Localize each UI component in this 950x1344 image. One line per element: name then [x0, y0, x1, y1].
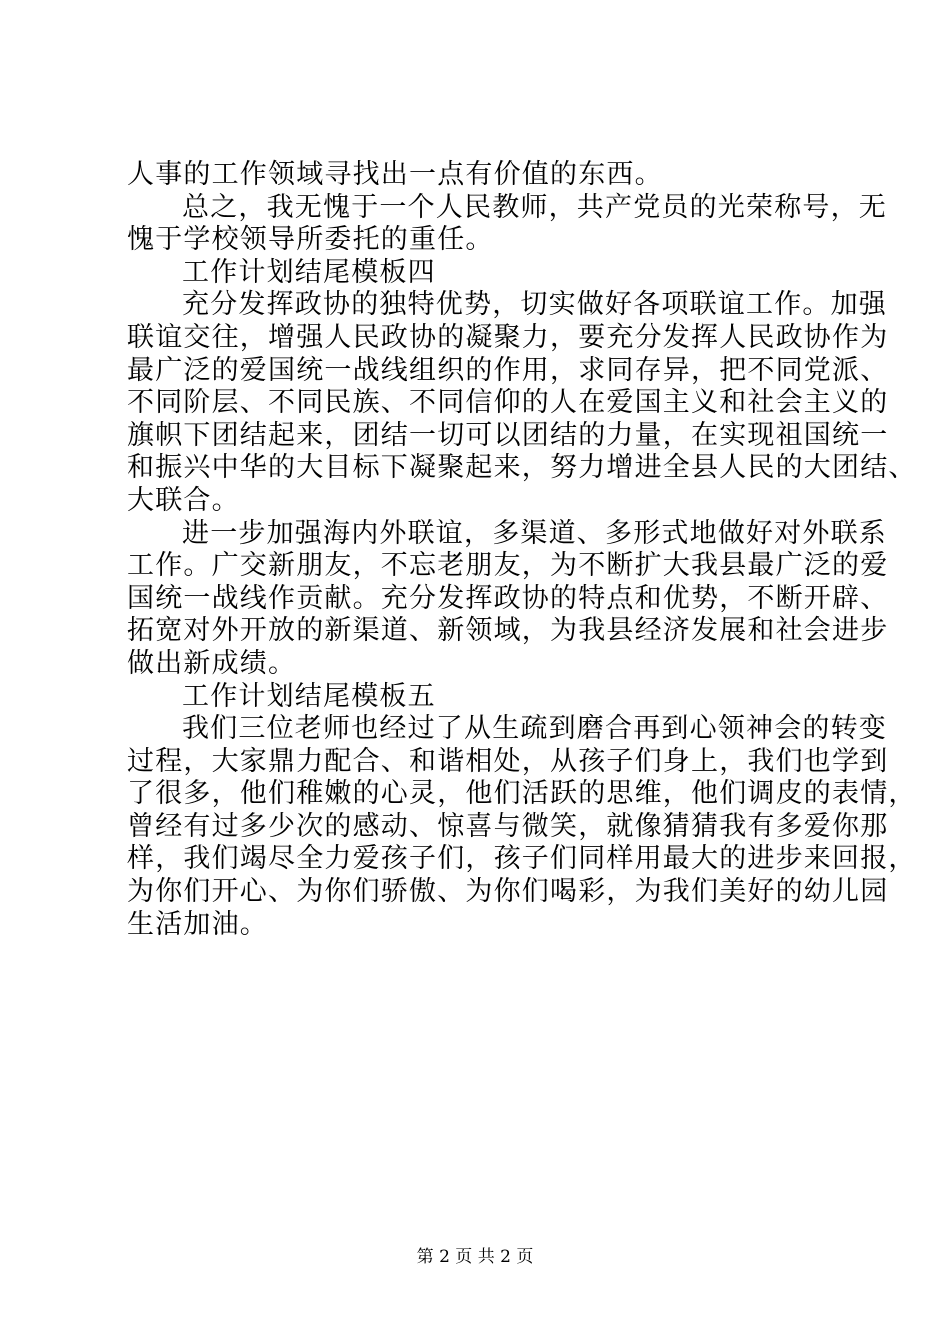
text-line: 生活加油。 — [127, 908, 268, 940]
text-line: 愧于学校领导所委托的重任。 — [127, 224, 494, 256]
text-line: 拓宽对外开放的新渠道、新领域，为我县经济发展和社会进步 — [127, 615, 889, 647]
text-line: 总之，我无愧于一个人民教师，共产党员的光荣称号，无 — [182, 191, 887, 223]
text-line: 大联合。 — [127, 484, 240, 516]
text-line: 做出新成绩。 — [127, 647, 297, 679]
text-line: 过程，大家鼎力配合、和谐相处，从孩子们身上，我们也学到 — [127, 745, 889, 777]
text-line: 进一步加强海内外联谊，多渠道、多形式地做好对外联系 — [182, 517, 887, 549]
text-line: 曾经有过多少次的感动、惊喜与微笑，就像猜猜我有多爱你那 — [127, 810, 889, 842]
text-line: 了很多，他们稚嫩的心灵，他们活跃的思维，他们调皮的表情， — [127, 778, 917, 810]
text-line: 旗帜下团结起来，团结一切可以团结的力量，在实现祖国统一 — [127, 419, 889, 451]
page-number-footer: 第 2 页 共 2 页 — [416, 1247, 534, 1267]
text-line: 联谊交往，增强人民政协的凝聚力，要充分发挥人民政协作为 — [127, 321, 889, 353]
text-line: 最广泛的爱国统一战线组织的作用，求同存异，把不同党派、 — [127, 354, 889, 386]
text-line: 不同阶层、不同民族、不同信仰的人在爱国主义和社会主义的 — [127, 387, 889, 419]
section-heading: 工作计划结尾模板五 — [182, 680, 436, 712]
document-body — [127, 159, 917, 941]
text-line: 和振兴中华的大目标下凝聚起来，努力增进全县人民的大团结、 — [127, 452, 917, 484]
text-line: 为你们开心、为你们骄傲、为你们喝彩，为我们美好的幼儿园 — [127, 876, 889, 908]
text-line: 人事的工作领域寻找出一点有价值的东西。 — [127, 159, 663, 190]
text-line: 我们三位老师也经过了从生疏到磨合再到心领神会的转变 — [182, 713, 887, 745]
section-heading: 工作计划结尾模板四 — [182, 256, 436, 288]
text-line: 国统一战线作贡献。充分发挥政协的特点和优势，不断开辟、 — [127, 582, 889, 614]
text-line: 充分发挥政协的独特优势，切实做好各项联谊工作。加强 — [182, 289, 887, 321]
text-line: 工作。广交新朋友，不忘老朋友，为不断扩大我县最广泛的爱 — [127, 550, 889, 582]
text-line: 样，我们竭尽全力爱孩子们，孩子们同样用最大的进步来回报， — [127, 843, 917, 875]
